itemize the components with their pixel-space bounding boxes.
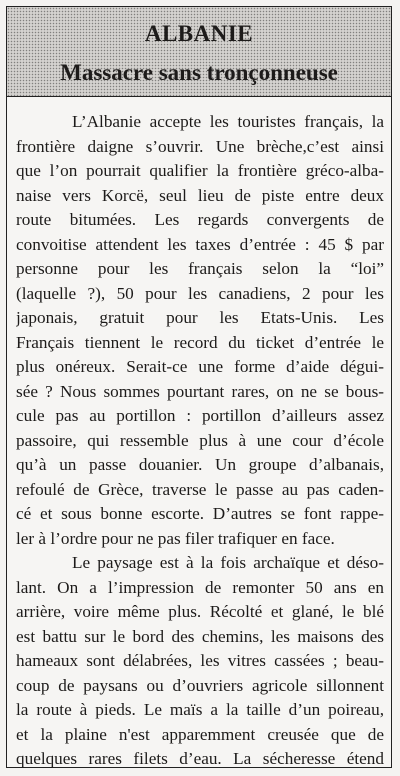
text-line: route bitumées. Les regards convergents de xyxy=(16,210,384,229)
text-line: L’Albanie accepte les touristes français, la xyxy=(72,112,384,131)
text-line: passoire, qui ressemble plus à une cour d’école xyxy=(16,430,384,450)
text-line: hameaux sont délabrées, les vitres cassées ; beau- xyxy=(16,651,384,670)
text-line: frontière daigne s’ouvrir. Une brèche,c’est ainsi xyxy=(16,136,384,156)
article-subtitle: Massacre sans tronçonneuse xyxy=(60,60,338,85)
text-line: personne pour les français selon la “loi” xyxy=(16,259,384,278)
text-line: est battu sur le bord des chemins, les maisons des xyxy=(16,626,384,646)
text-line: arrière, voire même plus. Récolté et glané, le blé xyxy=(16,602,384,621)
text-line: qu’à un passe douanier. Un groupe d’albanais, xyxy=(16,455,384,474)
text-line: Français tiennent le record du ticket d’entrée le xyxy=(16,332,384,352)
text-line: convoitise attendent les taxes d’entrée : 45 $ par xyxy=(16,234,384,254)
text-line: Le paysage est à la fois archaïque et déso- xyxy=(72,553,384,572)
text-line: refoulé de Grèce, traverse le passe au pas caden- xyxy=(16,479,384,499)
text-line: et la plaine n'est apparemment creusée que de xyxy=(16,724,384,744)
text-line: coup de paysans ou d’ouvriers agricole sillonnent xyxy=(16,675,384,695)
text-line: japonais, gratuit pour les Etats-Unis. Les xyxy=(16,308,384,327)
text-line: cule pas au portillon : portillon d’ailleurs assez xyxy=(16,406,384,425)
text-line: plus onéreux. Serait-ce une forme d’aide dégui- xyxy=(16,357,384,376)
text-line: quelques rares filets d’eau. La sécheresse étend xyxy=(16,749,384,768)
text-line: cé et sous bonne escorte. D’autres se font rappe- xyxy=(16,504,384,523)
article-body xyxy=(16,110,384,772)
article-title: ALBANIE xyxy=(144,21,254,46)
article-header xyxy=(7,7,391,97)
text-line: que l’on pourrait qualifier la frontière gréco-alba- xyxy=(16,161,384,180)
text-line: lant. On a l’impression de remonter 50 ans en xyxy=(16,577,384,597)
text-line: sée ? Nous sommes pourtant rares, on ne se bous- xyxy=(16,381,384,401)
text-line: la route à pieds. Le maïs a la taille d’un poireau, xyxy=(16,700,384,719)
text-line: ler à l’ordre pour ne pas filer trafiquer en face. xyxy=(16,528,335,548)
text-line: (laquelle ?), 50 pour les canadiens, 2 pour les xyxy=(16,283,384,303)
text-line: naise vers Korcë, seul lieu de piste entre deux xyxy=(16,185,384,205)
article-frame xyxy=(6,6,392,768)
